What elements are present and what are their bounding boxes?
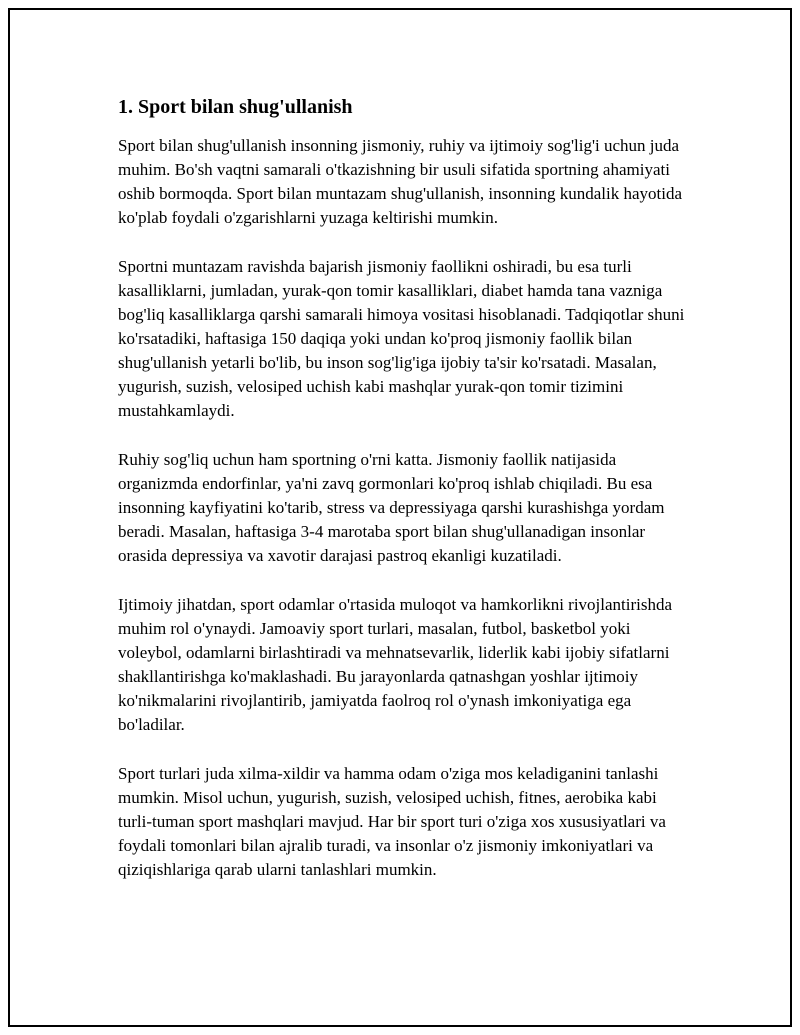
paragraph-social-aspect: Ijtimoiy jihatdan, sport odamlar o'rtasida muloqot va hamkorlikni rivojlantirishda muhim rol o'ynaydi. Jamoaviy sport turlari, masalan, futbol, basketbol yoki voleybol, odamlarni birlashtiradi va mehnatsevarlik, liderlik kabi ijobiy sifatlarni shakllantirishga ko'maklashadi. Bu jarayonlarda qatnashgan yoshlar ijtimoiy ko'nikmalarini rivojlantirib, jamiyatda faolroq rol o'ynash imkoniyatiga ega bo'ladilar.	[118, 595, 673, 734]
paragraph-physical-health: Sportni muntazam ravishda bajarish jismoniy faollikni oshiradi, bu esa turli kasalliklarni, jumladan, yurak-qon tomir kasalliklari, diabet hamda tana vazniga bog'liq kasalliklarga qarshi samarali himoya vositasi hisoblanadi. Tadqiqotlar shuni ko'rsatadiki, haftasiga 150 daqiqa yoki undan ko'proq jismoniy faollik bilan shug'ullanish yetarli bo'lib, bu inson sog'lig'iga ijobiy ta'sir ko'rsatadi. Masalan, yugurish, suzish, velosiped uchish kabi mashqlar yurak-qon tomir tizimini mustahkamlaydi.	[118, 257, 685, 420]
document-body	[118, 93, 688, 907]
paragraph-sport-types: Sport turlari juda xilma-xildir va hamma odam o'ziga mos keladiganini tanlashi mumkin. Misol uchun, yugurish, suzish, velosiped uchish, fitnes, aerobika kabi turli-tuman sport mashqlari mavjud. Har bir sport turi o'ziga xos xususiyatlari va foydali tomonlari bilan ajralib turadi, va insonlar o'z jismoniy imkoniyatlari va qiziqishlariga qarab ularni tanlashlari mumkin.	[118, 764, 666, 879]
paragraph-intro: Sport bilan shug'ullanish insonning jismoniy, ruhiy va ijtimoiy sog'lig'i uchun juda muhim. Bo'sh vaqtni samarali o'tkazishning bir usuli sifatida sportning ahamiyati oshib bormoqda. Sport bilan muntazam shug'ullanish, insonning kundalik hayotida ko'plab foydali o'zgarishlarni yuzaga keltirishi mumkin.	[118, 136, 683, 227]
paragraph-mental-health: Ruhiy sog'liq uchun ham sportning o'rni katta. Jismoniy faollik natijasida organizmda endorfinlar, ya'ni zavq gormonlari ko'proq ishlab chiqiladi. Bu esa insonning kayfiyatini ko'tarib, stress va depressiyaga qarshi kurashishga yordam beradi. Masalan, haftasiga 3-4 marotaba sport bilan shug'ullanadigan insonlar orasida depressiya va xavotir darajasi pastroq ekanligi kuzatiladi.	[118, 450, 665, 565]
section-heading: 1. Sport bilan shug'ullanish	[118, 96, 353, 118]
